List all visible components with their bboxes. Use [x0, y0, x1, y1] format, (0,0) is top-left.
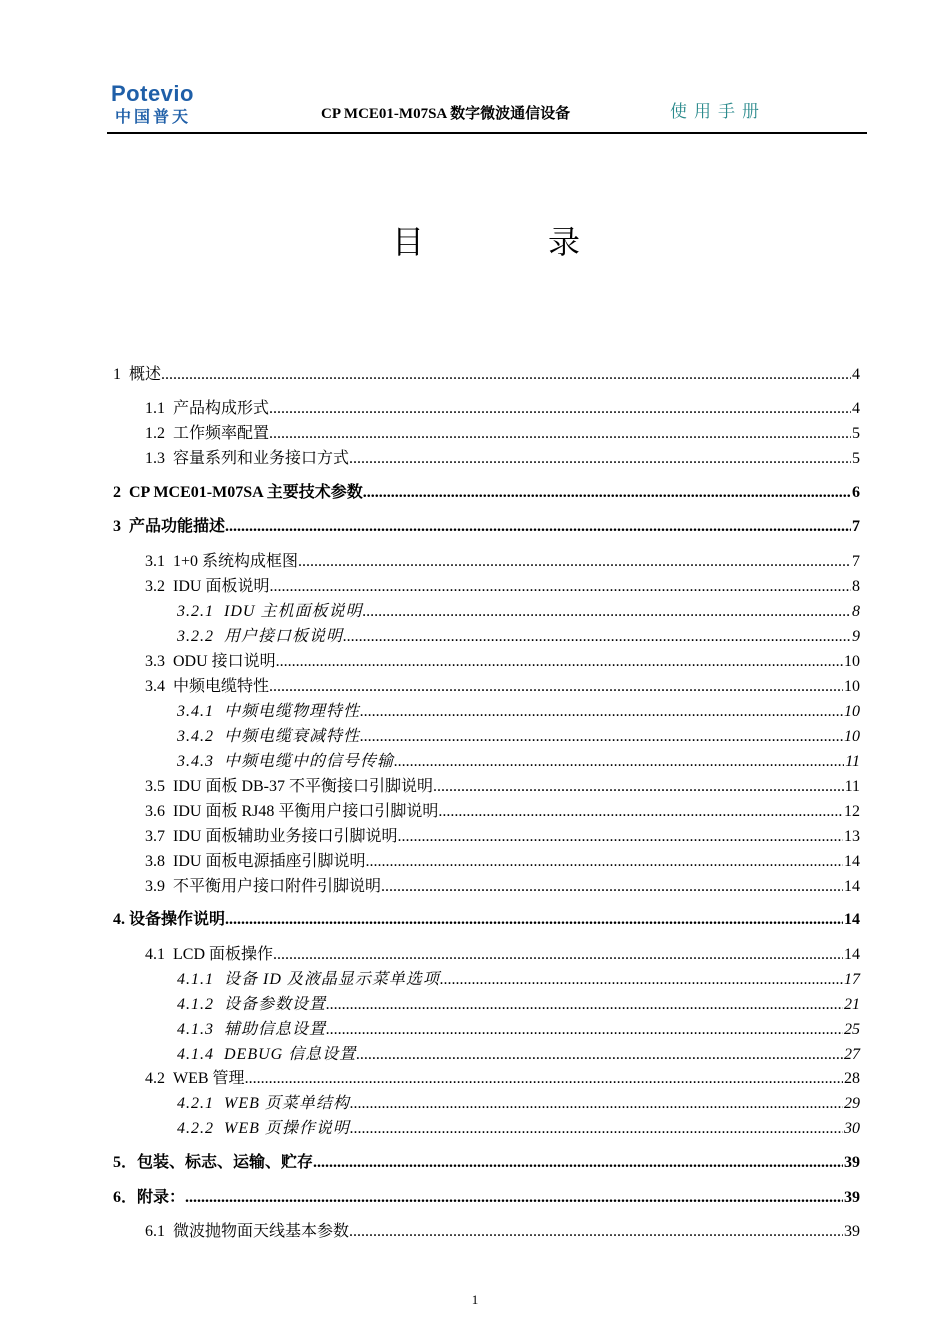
toc-number: 4.2 — [145, 1070, 173, 1087]
toc-entry[interactable] — [177, 1093, 860, 1115]
toc-leader — [225, 909, 843, 931]
toc-leader — [349, 448, 851, 470]
toc-entry[interactable] — [113, 1187, 860, 1209]
toc-leader — [313, 1152, 843, 1174]
toc-entry[interactable] — [177, 626, 860, 648]
toc-number: 3.4.2 — [177, 728, 224, 745]
toc-leader — [394, 751, 844, 773]
toc-leader — [269, 676, 843, 698]
toc-label: IDU 面板 DB-37 不平衡接口引脚说明 — [173, 778, 433, 795]
manual-label: 使用手册 — [670, 102, 766, 122]
toc-page: 29 — [844, 1095, 860, 1112]
toc-label: 1+0 系统构成框图 — [173, 553, 299, 570]
toc-entry[interactable] — [145, 801, 860, 823]
toc-entry[interactable] — [177, 601, 860, 623]
toc-page: 17 — [844, 971, 860, 988]
toc-leader — [225, 516, 851, 538]
toc-leader — [343, 626, 851, 648]
toc-leader — [326, 1019, 843, 1041]
toc-entry[interactable] — [145, 826, 860, 848]
toc-page: 4 — [852, 366, 860, 383]
toc-entry[interactable] — [177, 969, 860, 991]
toc-leader — [397, 826, 843, 848]
toc-page: 8 — [852, 578, 860, 595]
toc-number: 3.2.1 — [177, 603, 224, 620]
toc-number: 1.3 — [145, 450, 173, 467]
toc-label: IDU 面板 RJ48 平衡用户接口引脚说明 — [173, 803, 439, 820]
toc-label: 工作频率配置 — [173, 425, 270, 442]
toc-leader — [161, 364, 851, 386]
toc-number: 4.1 — [145, 946, 173, 963]
toc-heading-right: 录 — [548, 223, 581, 261]
toc-label: CP MCE01-M07SA 主要技术参数 — [129, 484, 363, 501]
toc-leader — [349, 1221, 843, 1243]
toc-leader — [185, 1187, 843, 1209]
toc-leader — [245, 1068, 843, 1090]
toc-entry[interactable] — [145, 423, 860, 445]
toc-number: 4.2.2 — [177, 1120, 224, 1137]
toc-page: 11 — [844, 778, 860, 795]
toc-label: IDU 面板辅助业务接口引脚说明 — [173, 828, 398, 845]
toc-leader — [440, 969, 843, 991]
toc-label: IDU 面板电源插座引脚说明 — [173, 853, 366, 870]
toc-entry[interactable] — [177, 1044, 860, 1066]
toc-label: IDU 主机面板说明 — [224, 603, 363, 620]
toc-leader — [362, 601, 851, 623]
toc-entry[interactable] — [145, 944, 860, 966]
toc-number: 4.1.4 — [177, 1046, 224, 1063]
toc-number: 6． — [113, 1189, 138, 1206]
toc-number: 4.2.1 — [177, 1095, 224, 1112]
toc-page: 28 — [844, 1070, 860, 1087]
toc-number: 3.7 — [145, 828, 173, 845]
toc-entry[interactable] — [177, 1019, 860, 1041]
toc-page: 39 — [844, 1154, 860, 1171]
toc-number: 3.1 — [145, 553, 173, 570]
toc-leader — [360, 726, 843, 748]
toc-page: 14 — [844, 853, 860, 870]
toc-page: 14 — [844, 878, 860, 895]
toc-label: 中频电缆衰减特性 — [224, 728, 361, 745]
toc-label: 辅助信息设置 — [224, 1021, 327, 1038]
toc-number: 3.3 — [145, 653, 173, 670]
toc-number: 3.9 — [145, 878, 173, 895]
toc-page: 7 — [852, 518, 860, 535]
toc-page: 14 — [844, 911, 860, 928]
toc-page: 14 — [844, 946, 860, 963]
toc-number: 1 — [113, 366, 129, 383]
toc-entry[interactable] — [145, 1068, 860, 1090]
toc-page: 12 — [844, 803, 860, 820]
toc-label: WEB 页菜单结构 — [224, 1095, 350, 1112]
toc-label: 中频电缆特性 — [173, 678, 270, 695]
toc-label: 产品功能描述 — [129, 518, 226, 535]
toc-leader — [269, 423, 851, 445]
toc-leader — [350, 1093, 843, 1115]
toc-page: 10 — [844, 678, 860, 695]
toc-leader — [326, 994, 843, 1016]
toc-page: 9 — [852, 628, 860, 645]
toc-entry[interactable] — [177, 701, 860, 723]
toc-label: WEB 页操作说明 — [224, 1120, 350, 1137]
toc-number: 3.2 — [145, 578, 173, 595]
toc-number: 3.6 — [145, 803, 173, 820]
toc-number: 5． — [113, 1154, 138, 1171]
toc-leader — [276, 651, 843, 673]
toc-label: 包装、标志、运输、贮存 — [137, 1154, 314, 1171]
toc-label: 设备操作说明 — [129, 911, 226, 928]
toc-entry[interactable] — [113, 482, 860, 504]
toc-entry[interactable] — [145, 576, 860, 598]
toc-page: 39 — [844, 1189, 860, 1206]
toc-entry[interactable] — [145, 448, 860, 470]
toc-number: 4.1.1 — [177, 971, 224, 988]
toc-number: 1.1 — [145, 400, 173, 417]
toc-page: 39 — [844, 1223, 860, 1240]
toc-label: 用户接口板说明 — [224, 628, 344, 645]
toc-entry[interactable] — [113, 364, 860, 386]
toc-entry[interactable] — [145, 851, 860, 873]
toc-entry[interactable] — [145, 398, 860, 420]
page-number: 1 — [471, 1292, 479, 1307]
toc-entry[interactable] — [145, 551, 860, 573]
toc-number: 3.4.1 — [177, 703, 224, 720]
toc-page: 11 — [845, 753, 860, 770]
logo-wordmark: Potevio — [111, 81, 194, 106]
toc-entry[interactable] — [177, 751, 860, 773]
toc-page: 5 — [852, 450, 860, 467]
toc-label: 设备参数设置 — [224, 996, 327, 1013]
toc-number: 3 — [113, 518, 129, 535]
toc-label: 不平衡用户接口附件引脚说明 — [173, 878, 382, 895]
toc-page: 8 — [852, 603, 860, 620]
toc-leader — [269, 576, 851, 598]
toc-label: IDU 面板说明 — [173, 578, 270, 595]
toc-entry[interactable] — [113, 909, 860, 931]
toc-leader — [438, 801, 843, 823]
toc-leader — [356, 1044, 843, 1066]
toc-entry[interactable] — [145, 876, 860, 898]
toc-number: 4.1.2 — [177, 996, 224, 1013]
toc-entry[interactable] — [177, 726, 860, 748]
toc-label: WEB 管理 — [173, 1070, 245, 1087]
toc-label: 产品构成形式 — [173, 400, 270, 417]
toc-page: 7 — [852, 553, 860, 570]
toc-label: LCD 面板操作 — [173, 946, 274, 963]
toc-entry[interactable] — [177, 994, 860, 1016]
toc-number: 4.1.3 — [177, 1021, 224, 1038]
toc-leader — [273, 944, 843, 966]
toc-label: 附录： — [137, 1189, 186, 1206]
toc-page: 5 — [852, 425, 860, 442]
toc-page: 6 — [852, 484, 860, 501]
toc-entry[interactable] — [145, 651, 860, 673]
document-title: CP MCE01-M07SA 数字微波通信设备 — [321, 106, 571, 122]
toc-number: 3.4.3 — [177, 753, 224, 770]
toc-leader — [363, 482, 851, 504]
toc-entry[interactable] — [177, 1118, 860, 1140]
toc-entry[interactable] — [145, 676, 860, 698]
toc-number: 6.1 — [145, 1223, 173, 1240]
toc-label: 微波抛物面天线基本参数 — [173, 1223, 350, 1240]
toc-number: 3.2.2 — [177, 628, 224, 645]
toc-page: 21 — [844, 996, 860, 1013]
toc-number: 3.5 — [145, 778, 173, 795]
toc-label: ODU 接口说明 — [173, 653, 276, 670]
toc-leader — [381, 876, 843, 898]
toc-number: 4. — [113, 911, 129, 928]
toc-entry[interactable] — [145, 1221, 860, 1243]
toc-number: 2 — [113, 484, 129, 501]
toc-leader — [269, 398, 851, 420]
toc-entry[interactable] — [145, 776, 860, 798]
toc-page: 27 — [844, 1046, 860, 1063]
toc-leader — [360, 701, 843, 723]
toc-page: 10 — [844, 653, 860, 670]
toc-leader — [350, 1118, 843, 1140]
toc-page: 13 — [844, 828, 860, 845]
toc-entry[interactable] — [113, 1152, 860, 1174]
toc-entry[interactable] — [113, 516, 860, 538]
toc-page: 4 — [852, 400, 860, 417]
toc-leader — [365, 851, 843, 873]
toc-label: 概述 — [129, 366, 162, 383]
toc-leader — [298, 551, 851, 573]
toc-label: 容量系列和业务接口方式 — [173, 450, 350, 467]
toc-number: 3.8 — [145, 853, 173, 870]
toc-label: 中频电缆中的信号传输 — [224, 753, 395, 770]
toc-heading-left: 目 — [392, 223, 425, 261]
toc-leader — [433, 776, 844, 798]
toc-page: 10 — [844, 728, 860, 745]
toc-page: 10 — [844, 703, 860, 720]
toc-number: 1.2 — [145, 425, 173, 442]
toc-label: 中频电缆物理特性 — [224, 703, 361, 720]
toc-number: 3.4 — [145, 678, 173, 695]
logo-chinese-name: 中国普天 — [115, 107, 192, 126]
toc-page: 25 — [844, 1021, 860, 1038]
toc-label: DEBUG 信息设置 — [224, 1046, 357, 1063]
toc-page: 30 — [844, 1120, 860, 1137]
toc-label: 设备 ID 及液晶显示菜单选项 — [224, 971, 440, 988]
